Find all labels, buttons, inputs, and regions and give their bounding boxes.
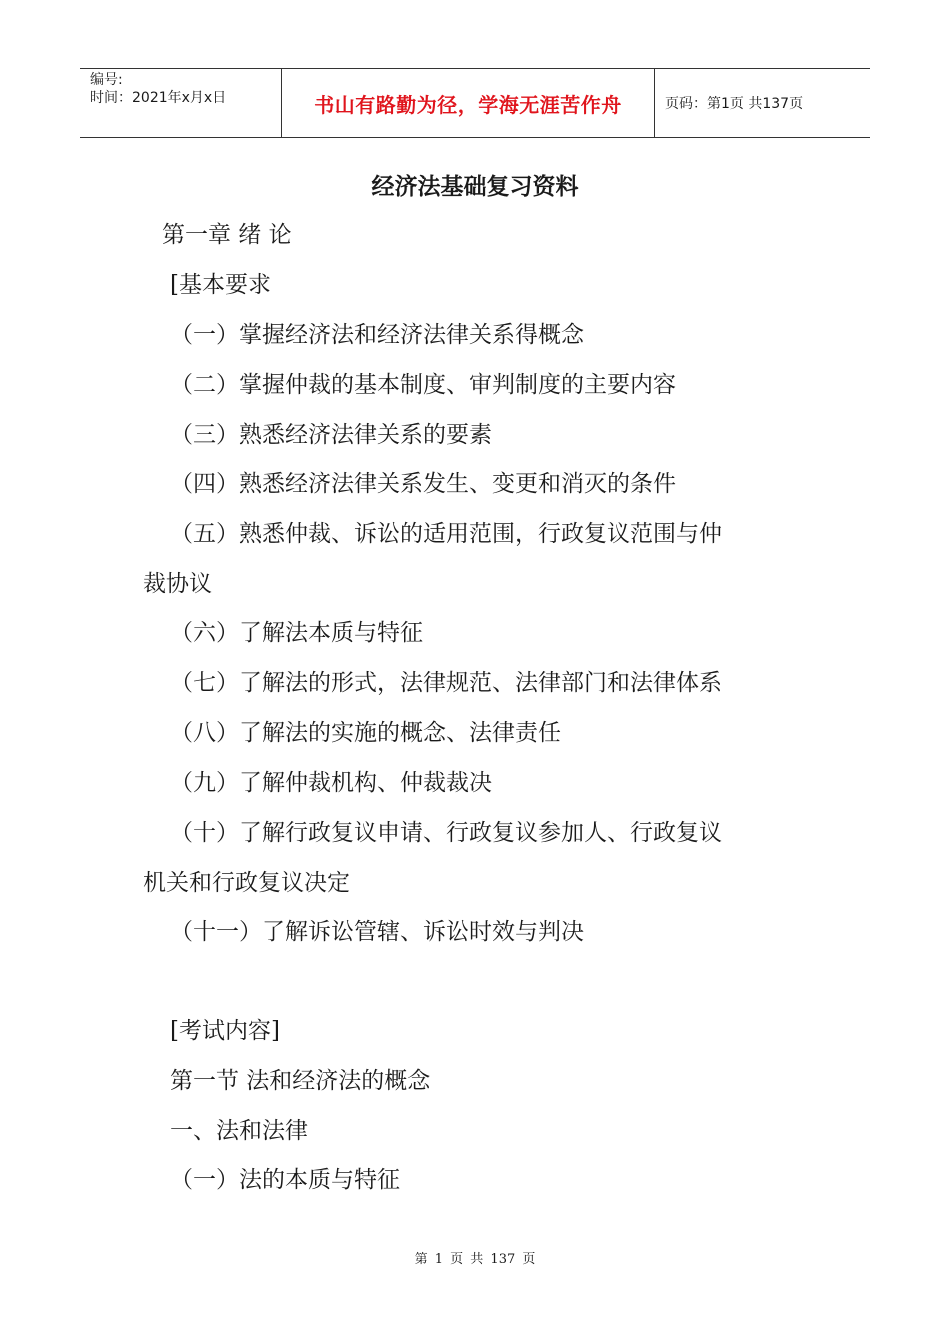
date-label: 时间：2021年x月x日 <box>90 90 227 106</box>
requirement-item: （一）掌握经济法和经济法律关系得概念 <box>170 322 584 348</box>
requirement-item: （三）熟悉经济法律关系的要素 <box>170 422 492 448</box>
requirement-item: （十一）了解诉讼管辖、诉讼时效与判决 <box>170 919 584 945</box>
document-title: 经济法基础复习资料 <box>371 174 579 200</box>
requirement-item: （九）了解仲裁机构、仲裁裁决 <box>170 770 492 796</box>
requirement-item: （二）掌握仲裁的基本制度、审判制度的主要内容 <box>170 372 676 398</box>
header-motto: 书山有路勤为径，学海无涯苦作舟 <box>282 69 655 137</box>
page-header <box>80 68 870 138</box>
header-page-info: 页码：第1页 共137页 <box>665 96 804 112</box>
header-meta <box>80 69 282 137</box>
section-heading: 第一节 法和经济法的概念 <box>170 1068 431 1094</box>
requirement-item: （四）熟悉经济法律关系发生、变更和消灭的条件 <box>170 471 676 497</box>
requirement-item-continuation: 机关和行政复议决定 <box>143 870 350 896</box>
page-footer: 第 1 页 共 137 页 <box>414 1252 536 1267</box>
requirement-item-continuation: 裁协议 <box>143 571 212 597</box>
chapter-heading: 第一章 绪 论 <box>162 222 292 248</box>
requirement-item: （五）熟悉仲裁、诉讼的适用范围，行政复议范围与仲 <box>170 521 722 547</box>
requirement-item: （七）了解法的形式，法律规范、法律部门和法律体系 <box>170 670 722 696</box>
content-item: （一）法的本质与特征 <box>170 1167 400 1193</box>
requirement-item: （十）了解行政复议申请、行政复议参加人、行政复议 <box>170 820 722 846</box>
subsection-heading: 一、法和法律 <box>170 1118 308 1144</box>
number-label: 编号: <box>90 72 123 88</box>
requirement-item: （八）了解法的实施的概念、法律责任 <box>170 720 561 746</box>
requirements-heading: [基本要求 <box>170 272 271 298</box>
requirement-item: （六）了解法本质与特征 <box>170 620 423 646</box>
exam-heading: [考试内容] <box>170 1018 280 1044</box>
